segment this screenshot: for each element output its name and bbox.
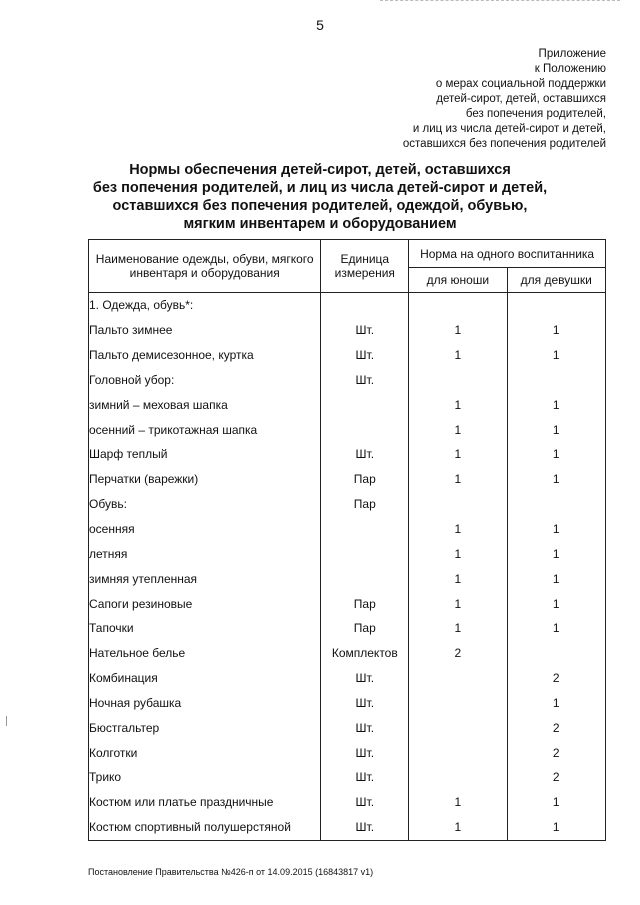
table-row (89, 591, 606, 616)
appendix-line: без попечения родителей, (465, 108, 606, 120)
item-name-cell: Сапоги резиновые (89, 591, 321, 616)
item-name-cell: Ночная рубашка (89, 691, 321, 716)
unit-cell: Шт. (321, 765, 409, 790)
title-line: оставшихся без попечения родителей, одеждой, обувью, (112, 198, 528, 214)
table-row (89, 691, 606, 716)
scan-edge-mark (380, 0, 620, 3)
table-row (89, 293, 606, 318)
female-norm-cell: 1 (507, 541, 605, 566)
male-norm-cell: 1 (409, 591, 507, 616)
table-row (89, 666, 606, 691)
item-name-cell: осенняя (89, 517, 321, 542)
item-name-cell: Колготки (89, 740, 321, 765)
male-norm-cell (409, 368, 507, 393)
female-norm-cell (507, 641, 605, 666)
table-row (89, 715, 606, 740)
male-norm-cell (409, 715, 507, 740)
female-norm-cell: 1 (507, 517, 605, 542)
table-row (89, 417, 606, 442)
unit-cell: Шт. (321, 368, 409, 393)
unit-cell (321, 417, 409, 442)
unit-cell (321, 392, 409, 417)
header-norm: Норма на одного воспитанника (409, 240, 606, 268)
male-norm-cell (409, 691, 507, 716)
male-norm-cell: 1 (409, 815, 507, 840)
table-row (89, 566, 606, 591)
table-row (89, 815, 606, 840)
unit-cell: Шт. (321, 343, 409, 368)
document-title (60, 161, 580, 233)
unit-cell: Шт. (321, 691, 409, 716)
male-norm-cell (409, 492, 507, 517)
item-name-cell: Костюм или платье праздничные (89, 790, 321, 815)
appendix-line: Приложение (538, 48, 606, 60)
male-norm-cell: 1 (409, 616, 507, 641)
title-line: мягким инвентарем и оборудованием (183, 216, 457, 232)
unit-cell: Пар (321, 467, 409, 492)
unit-cell: Шт. (321, 740, 409, 765)
item-name-cell: Перчатки (варежки) (89, 467, 321, 492)
female-norm-cell (507, 368, 605, 393)
female-norm-cell: 1 (507, 591, 605, 616)
header-item-name: Наименование одежды, обуви, мягкого инвентаря и оборудования (89, 240, 321, 293)
unit-cell (321, 541, 409, 566)
table-row (89, 740, 606, 765)
unit-cell (321, 566, 409, 591)
appendix-line: к Положению (534, 63, 606, 75)
item-name-cell: Комбинация (89, 666, 321, 691)
unit-cell: Пар (321, 492, 409, 517)
unit-cell: Шт. (321, 790, 409, 815)
item-name-cell: Нательное белье (89, 641, 321, 666)
unit-cell: Шт. (321, 442, 409, 467)
unit-cell (321, 517, 409, 542)
item-name-cell: Костюм спортивный полушерстяной (89, 815, 321, 840)
female-norm-cell: 1 (507, 616, 605, 641)
appendix-line: и лиц из числа детей-сирот и детей, (412, 123, 606, 135)
female-norm-cell: 1 (507, 442, 605, 467)
female-norm-cell: 1 (507, 815, 605, 840)
male-norm-cell: 1 (409, 566, 507, 591)
male-norm-cell (409, 293, 507, 318)
item-name-cell: осенний – трикотажная шапка (89, 417, 321, 442)
female-norm-cell (507, 492, 605, 517)
item-name-cell: Пальто зимнее (89, 318, 321, 343)
male-norm-cell: 1 (409, 790, 507, 815)
table-row (89, 641, 606, 666)
male-norm-cell: 1 (409, 442, 507, 467)
female-norm-cell: 2 (507, 715, 605, 740)
title-line: Нормы обеспечения детей-сирот, детей, оставшихся (129, 162, 511, 178)
unit-cell (321, 293, 409, 318)
item-name-cell: летняя (89, 541, 321, 566)
item-name-cell: зимняя утепленная (89, 566, 321, 591)
female-norm-cell: 1 (507, 790, 605, 815)
scan-artifact (6, 716, 7, 726)
unit-cell: Пар (321, 616, 409, 641)
male-norm-cell: 1 (409, 318, 507, 343)
item-name-cell: Обувь: (89, 492, 321, 517)
footer-reference: Постановление Правительства №426-п от 14.09.2015 (16843817 v1) (88, 867, 374, 877)
item-name-cell: Пальто демисезонное, куртка (89, 343, 321, 368)
table-row (89, 442, 606, 467)
female-norm-cell: 1 (507, 566, 605, 591)
table-row (89, 368, 606, 393)
unit-cell: Шт. (321, 815, 409, 840)
female-norm-cell: 2 (507, 765, 605, 790)
unit-cell: Комплектов (321, 641, 409, 666)
appendix-line: детей-сирот, детей, оставшихся (436, 93, 606, 105)
table-row (89, 517, 606, 542)
title-line: без попечения родителей, и лиц из числа детей-сирот и детей, (92, 180, 548, 196)
female-norm-cell: 1 (507, 318, 605, 343)
item-name-cell: Трико (89, 765, 321, 790)
female-norm-cell: 1 (507, 467, 605, 492)
female-norm-cell: 2 (507, 666, 605, 691)
male-norm-cell: 2 (409, 641, 507, 666)
table-row (89, 790, 606, 815)
male-norm-cell: 1 (409, 467, 507, 492)
male-norm-cell: 1 (409, 417, 507, 442)
norms-table (88, 239, 606, 841)
male-norm-cell (409, 765, 507, 790)
male-norm-cell: 1 (409, 392, 507, 417)
item-name-cell: Бюстгальтер (89, 715, 321, 740)
table-row (89, 765, 606, 790)
unit-cell: Шт. (321, 666, 409, 691)
header-female: для девушки (507, 268, 605, 293)
table-row (89, 492, 606, 517)
table-row (89, 343, 606, 368)
female-norm-cell: 2 (507, 740, 605, 765)
table-row (89, 467, 606, 492)
item-name-cell: Головной убор: (89, 368, 321, 393)
female-norm-cell: 1 (507, 417, 605, 442)
female-norm-cell: 1 (507, 392, 605, 417)
female-norm-cell: 1 (507, 343, 605, 368)
item-name-cell: Шарф теплый (89, 442, 321, 467)
header-unit: Единица измерения (321, 240, 409, 293)
table-body (89, 293, 606, 841)
table-row (89, 392, 606, 417)
male-norm-cell (409, 740, 507, 765)
male-norm-cell: 1 (409, 343, 507, 368)
item-name-cell: зимний – меховая шапка (89, 392, 321, 417)
appendix-note (306, 47, 606, 152)
male-norm-cell: 1 (409, 541, 507, 566)
unit-cell: Шт. (321, 318, 409, 343)
table-row (89, 318, 606, 343)
header-male: для юноши (409, 268, 507, 293)
appendix-line: о мерах социальной поддержки (435, 78, 606, 90)
item-name-cell: Тапочки (89, 616, 321, 641)
item-name-cell: 1. Одежда, обувь*: (89, 293, 321, 318)
female-norm-cell: 1 (507, 691, 605, 716)
unit-cell: Шт. (321, 715, 409, 740)
male-norm-cell: 1 (409, 517, 507, 542)
table-row (89, 616, 606, 641)
male-norm-cell (409, 666, 507, 691)
page-number: 5 (316, 17, 324, 33)
female-norm-cell (507, 293, 605, 318)
appendix-line: оставшихся без попечения родителей (402, 138, 606, 150)
unit-cell: Пар (321, 591, 409, 616)
table-row (89, 541, 606, 566)
